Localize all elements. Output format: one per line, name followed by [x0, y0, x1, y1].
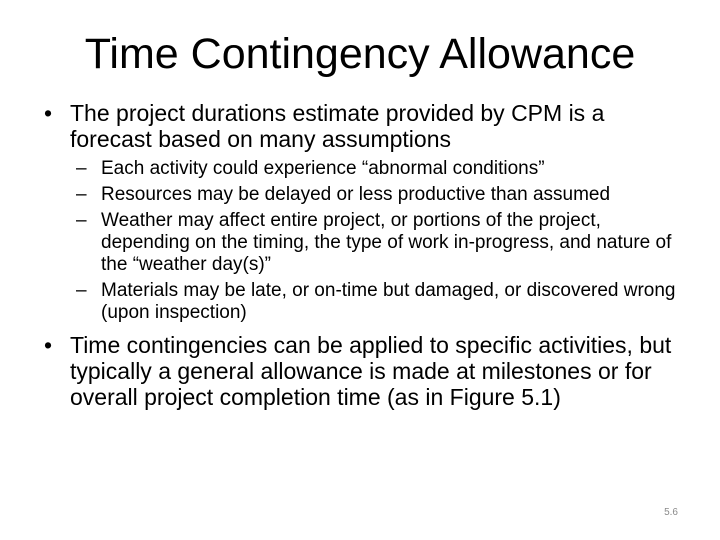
sub-bullet-text: Materials may be late, or on-time but damaged, or discovered wrong (upon inspection): [101, 280, 676, 323]
bullet-item: [44, 332, 684, 410]
bullet-text: Time contingencies can be applied to specific activities, but typically a general allowance is made at milestones or for overall project completion time (as in Figure 5.1): [70, 332, 672, 410]
bullet-list: [44, 100, 684, 416]
slide-title: Time Contingency Allowance: [84, 30, 636, 78]
bullet-text: The project durations estimate provided by CPM is a forecast based on many assumptions: [70, 100, 605, 152]
page-number: 5.6: [664, 507, 678, 518]
sub-bullet-item: [76, 184, 684, 206]
sub-bullet-text: Each activity could experience “abnormal conditions”: [101, 158, 545, 179]
sub-bullet-text: Resources may be delayed or less productive than assumed: [101, 184, 611, 205]
dash-icon: –: [76, 280, 87, 301]
sub-bullet-item: [76, 280, 684, 324]
dash-icon: –: [76, 158, 87, 179]
bullet-item: [44, 100, 684, 324]
bullet-icon: •: [44, 332, 53, 358]
dash-icon: –: [76, 210, 87, 231]
dash-icon: –: [76, 184, 87, 205]
bullet-icon: •: [44, 100, 53, 126]
sub-bullet-item: [76, 210, 684, 276]
sub-bullet-item: [76, 158, 684, 180]
sub-bullet-text: Weather may affect entire project, or portions of the project, depending on the timing, the type of work in-progress, and nature of the “weather day(s)”: [101, 210, 672, 275]
sub-bullet-list: [70, 158, 684, 324]
